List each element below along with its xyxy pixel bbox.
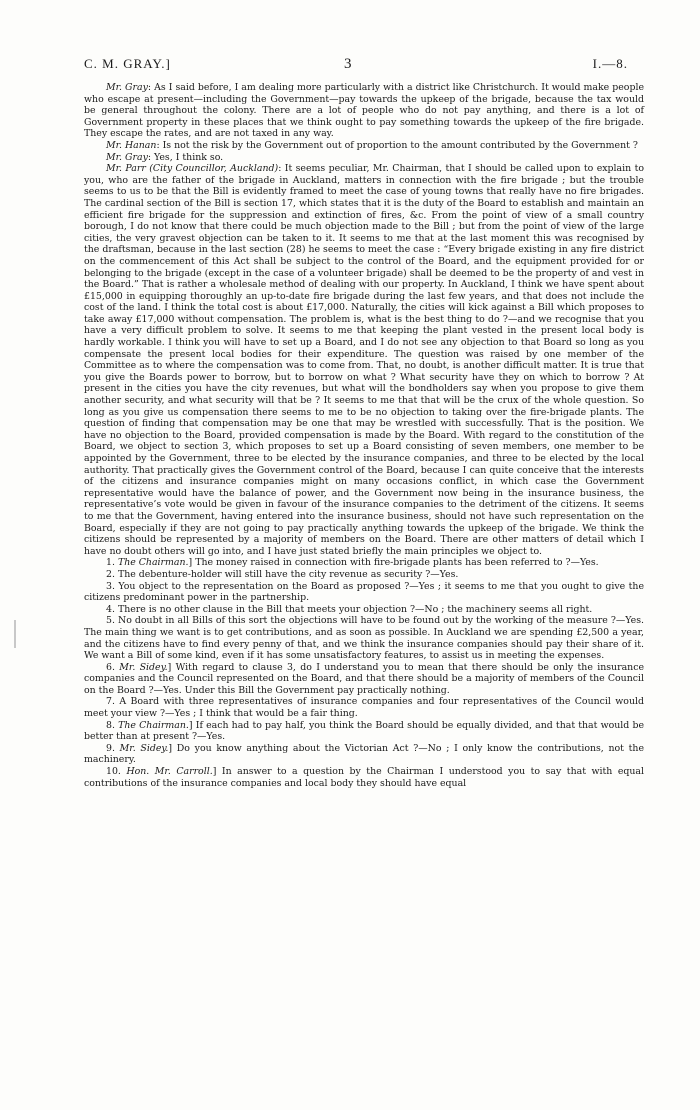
paragraph-text: No doubt in all Bills of this sort the objections will have to be found out by the working of the measure ?—Yes. The main thing we want is to get contributions, and as soon as possible. In Auckland we are spending £2,500 a year, and the citizens have to find every penny of that, and we think the insurance companies should pay their share of it. We want a Bill of some kind, even if it has some unsatisfactory features, to assist us in meeting the expenses. — [84, 615, 644, 662]
paragraph-text: In answer to a question by the Chairman I understood you to say that with equal contributions of the insurance companies and local body they should have equal — [84, 766, 644, 789]
speaker-sep: : — [156, 139, 163, 151]
paragraph — [84, 163, 644, 557]
speaker: Mr. Sidey. — [119, 742, 169, 754]
question-number: 3. — [106, 580, 115, 592]
question-paragraph — [84, 557, 644, 569]
speaker: Mr. Hanan — [106, 139, 157, 151]
question-number: 7. — [106, 696, 115, 708]
paragraph-text: The money raised in connection with fire-brigade plants has been referred to ?—Yes. — [195, 557, 599, 569]
speaker: The Chairman. — [117, 557, 189, 569]
paragraph-text: You object to the representation on the Board as proposed ?—Yes ; it seems to me that you ought to give the citizens predominant power in the partnership. — [84, 580, 644, 604]
speaker: Mr. Sidey. — [119, 661, 168, 673]
speaker: Mr. Gray — [106, 82, 148, 93]
question-number: 10. — [106, 766, 121, 778]
question-number: 1. — [106, 557, 115, 569]
running-header — [84, 56, 628, 76]
question-paragraph — [84, 581, 644, 604]
speaker: Hon. Mr. Carroll. — [126, 766, 213, 778]
page-body — [84, 82, 644, 789]
paragraph — [84, 82, 644, 140]
speaker-sep: ] — [167, 661, 176, 673]
speaker: Mr. Parr (City Councillor, Auckland) — [106, 163, 279, 175]
speaker-sep: ] — [168, 742, 177, 754]
paragraph-text: There is no other clause in the Bill that meets your objection ?—No ; the machinery seems all right. — [117, 603, 593, 615]
question-number: 5. — [106, 615, 115, 627]
paragraph-text: Do you know anything about the Victorian Act ?—No ; I only know the contributions, not the machinery. — [84, 742, 645, 766]
paragraph-text: As I said before, I am dealing more particularly with a district like Christchurch. It would make people who escape at present—including the Government—pay towards the upkeep of the brigade, because the tax would be general throughout the colony. There are a lot of people who do not pay anything, and there is a lot of Government property in these places that we think ought to pay something towards the upkeep of the fire brigade. They escape the rates, and are not taxed in any way. — [84, 82, 644, 140]
paragraph-text: The debenture-holder will still have the city revenue as security ?—Yes. — [117, 568, 459, 580]
question-number: 2. — [106, 568, 115, 580]
page-number: 3 — [344, 56, 352, 72]
question-paragraph — [84, 766, 644, 789]
question-paragraph — [84, 662, 644, 697]
question-number: 6. — [106, 661, 115, 673]
speaker: Mr. Gray — [106, 151, 148, 163]
question-paragraph — [84, 743, 644, 766]
question-paragraph — [84, 604, 644, 616]
header-witness-name: C. M. GRAY.] — [84, 56, 171, 71]
speaker-sep: ] — [188, 719, 196, 731]
speaker-sep: : — [147, 82, 155, 93]
question-number: 8. — [106, 719, 115, 731]
paragraph-text: Yes, I think so. — [154, 151, 224, 163]
question-paragraph — [84, 696, 644, 719]
question-paragraph — [84, 720, 644, 743]
question-number: 9. — [106, 742, 115, 754]
paragraph-text: With regard to clause 3, do I understand you to mean that there should be only the insurance companies and the Council represented on the Board, and that there should be a majority of members of the Council on the Board ?—Yes. Under this Bill the Government pay practically nothing. — [84, 661, 644, 696]
scan-artifact — [14, 620, 16, 648]
paragraph-text: It seems peculiar, Mr. Chairman, that I should be called upon to explain to you, who are the father of the brigade in Auckland, matters in connection with the fire brigade ; but the trouble seems to us to be that the Bill is evidently framed to meet the case of young towns that really have no fire brigades. The cardinal section of the Bill is section 17, which states that it is the duty of the Board to establish and maintain an efficient fire brigade for the suppression and extinction of fires, &c. From the point of view of a small country borough, I do not know that there could be much objection made to the Bill ; but from the point of view of the large cities, the very gravest objection can be taken to it. It seems to me that at the last moment this was recognised by the draftsman, because in the last section (28) he seems to meet the case : “Every brigade existing in any fire district on the commencement of this Act shall be subject to the control of the Board, and the equipment provided for or belonging to the brigade (except in the case of a volunteer brigade) shall be deemed to be the property of and vest in the Board.” That is rather a wholesale method of dealing with our property. In Auckland, I think we have spent about £15,000 in equipping thoroughly an up-to-date fire brigade during the last few years, and that does not include the cost of the land. I think the total cost is about £17,000. Naturally, the cities will kick against a Bill which proposes to take away £17,000 without compensation. The problem is, what is the best thing to do ?—and we recognise that you have a very difficult problem to solve. It seems to me that keeping the plant vested in the present local body is hardly workable. I think you will have to set up a Board, and I do not see any objection to that Board so long as you compensate the present local bodies for their expenditure. The question was raised by one member of the Committee as to where the compensation was to come from. That, no doubt, is another difficult matter. It is true that you give the Boards power to borrow, but to borrow on what ? What security have they on which to borrow ? At present in the cities you have the city revenues, but what will the bondholders say when you propose to give them another security, and what security will that be ? It seems to me that that will be the crux of the whole question. So long as you give us compensation there seems to me to be no objection to taking over the fire-brigade plants. The question of finding that compensation may be one that may be wrestled with successfully. That is the position. We have no objection to the Board, provided compensation is made by the Board. With regard to the constitution of the Board, we object to section 3, which proposes to set up a Board consisting of seven members, one member to be appointed by the Government, three to be elected by the insurance companies, and three to be elected by the local authority. That practically gives the Government control of the Board, because I can quite conceive that the interests of the citizens and insurance companies might on many occasions conflict, in which case the Government representative would have the balance of power, and the Government now being in the insurance business, the representative’s vote would be given in favour of the insurance companies to the detriment of the citizens. It seems to me that the Government, having entered into the insurance business, should not have such representation on the Board, especially if they are not going to pay practically anything towards the upkeep of the brigade. We think the citizens should be represented by a majority of members on the Board. There are other matters of detail which I have no doubt others will go into, and I have just stated briefly the main principles we object to. — [84, 163, 644, 557]
question-paragraph — [84, 615, 644, 661]
paragraph-text: Is not the risk by the Government out of proportion to the amount contributed by the Government ? — [162, 139, 638, 151]
speaker-sep: ] — [212, 766, 222, 778]
question-number: 4. — [106, 603, 115, 615]
speaker: The Chairman. — [118, 719, 189, 731]
paragraph-text: A Board with three representatives of insurance companies and four representatives of the Council would meet your view ?—Yes ; I think that would be a fair thing. — [84, 696, 644, 720]
speaker-sep: : — [278, 163, 285, 175]
speaker-sep: ] — [188, 557, 196, 569]
paragraph — [84, 152, 644, 164]
speaker-sep: : — [147, 151, 155, 163]
document-reference: I.—8. — [592, 56, 628, 71]
paragraph — [84, 140, 644, 152]
paragraph-text: If each had to pay half, you think the Board should be equally divided, and that that would be better than at present ?—Yes. — [84, 719, 644, 743]
question-paragraph — [84, 569, 644, 581]
